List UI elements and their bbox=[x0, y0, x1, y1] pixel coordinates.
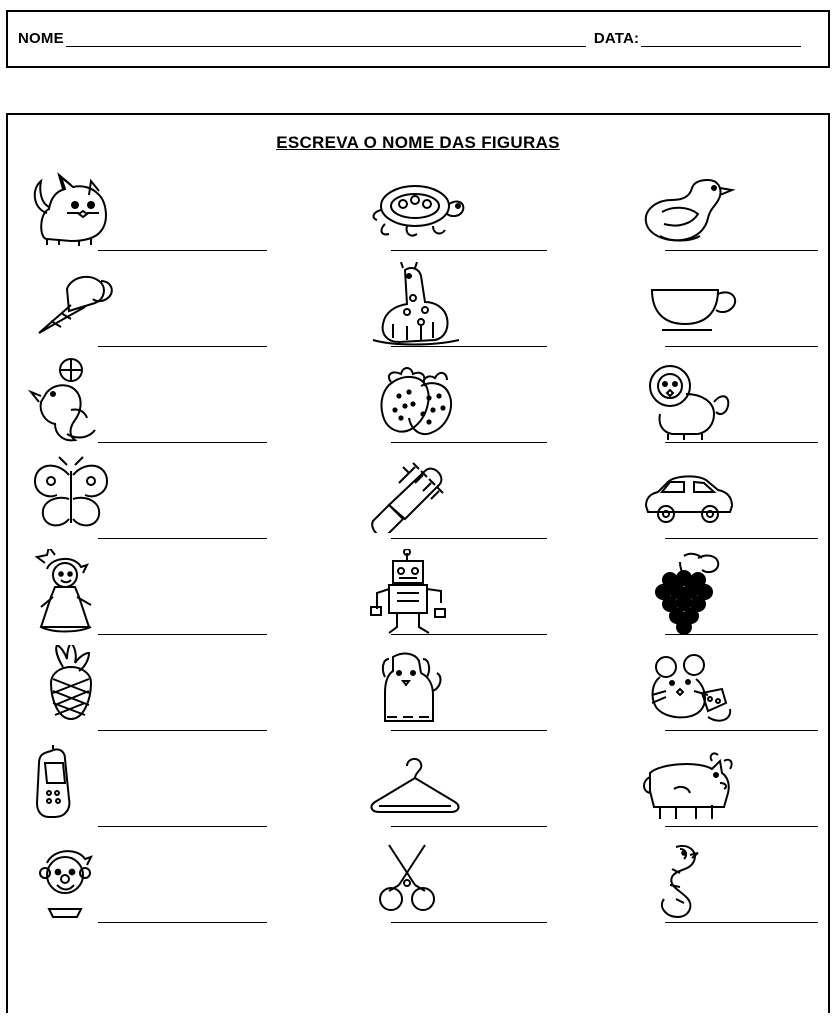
figure-cell bbox=[281, 743, 554, 839]
figure-cell bbox=[8, 167, 281, 263]
answer-line[interactable] bbox=[98, 634, 267, 635]
date-label: DATA: bbox=[593, 30, 640, 47]
figure-cell bbox=[281, 263, 554, 359]
answer-line[interactable] bbox=[665, 250, 818, 251]
snake-icon bbox=[636, 841, 746, 921]
answer-line[interactable] bbox=[665, 346, 818, 347]
answer-line[interactable] bbox=[391, 634, 546, 635]
figures-grid bbox=[8, 167, 828, 935]
answer-line[interactable] bbox=[391, 442, 546, 443]
student-info-row bbox=[18, 30, 818, 47]
figure-cell bbox=[8, 743, 281, 839]
figure-cell bbox=[8, 263, 281, 359]
figure-cell bbox=[555, 743, 828, 839]
answer-line[interactable] bbox=[98, 538, 267, 539]
figure-cell bbox=[281, 167, 554, 263]
cat-icon bbox=[24, 169, 134, 249]
answer-line[interactable] bbox=[98, 442, 267, 443]
cup-icon bbox=[636, 265, 746, 345]
answer-line[interactable] bbox=[665, 634, 818, 635]
dog-icon bbox=[363, 649, 473, 729]
lion-icon bbox=[636, 361, 746, 441]
cellphone-icon bbox=[24, 745, 134, 825]
clown-icon bbox=[24, 841, 134, 921]
figure-cell bbox=[281, 551, 554, 647]
figure-cell bbox=[281, 839, 554, 935]
answer-line[interactable] bbox=[665, 538, 818, 539]
answer-line[interactable] bbox=[391, 826, 546, 827]
answer-line[interactable] bbox=[391, 538, 546, 539]
figure-cell bbox=[281, 647, 554, 743]
answer-line[interactable] bbox=[391, 730, 546, 731]
robot-icon bbox=[363, 553, 473, 633]
worksheet-frame bbox=[6, 113, 830, 1013]
grapes-icon bbox=[636, 553, 746, 633]
answer-line[interactable] bbox=[665, 730, 818, 731]
student-info-box bbox=[6, 10, 830, 68]
pineapple-icon bbox=[24, 649, 134, 729]
figure-cell bbox=[8, 647, 281, 743]
answer-line[interactable] bbox=[391, 922, 546, 923]
figure-cell bbox=[555, 551, 828, 647]
answer-line[interactable] bbox=[98, 730, 267, 731]
car-icon bbox=[636, 457, 746, 537]
figure-cell bbox=[555, 647, 828, 743]
answer-line[interactable] bbox=[665, 826, 818, 827]
name-input-line[interactable] bbox=[66, 34, 586, 47]
answer-line[interactable] bbox=[98, 826, 267, 827]
figure-cell bbox=[555, 167, 828, 263]
scissors-icon bbox=[363, 841, 473, 921]
figure-cell bbox=[8, 359, 281, 455]
answer-line[interactable] bbox=[391, 250, 546, 251]
dolphin-icon bbox=[24, 361, 134, 441]
figure-cell bbox=[281, 359, 554, 455]
answer-line[interactable] bbox=[665, 442, 818, 443]
goose-icon bbox=[636, 169, 746, 249]
worksheet-title: ESCREVA O NOME DAS FIGURAS bbox=[276, 133, 560, 152]
figure-cell bbox=[281, 455, 554, 551]
ice-cream-icon bbox=[24, 265, 134, 345]
figure-cell bbox=[8, 551, 281, 647]
answer-line[interactable] bbox=[98, 250, 267, 251]
doll-icon bbox=[24, 553, 134, 633]
cow-icon bbox=[636, 745, 746, 825]
hairbrush-icon bbox=[363, 457, 473, 537]
answer-line[interactable] bbox=[391, 346, 546, 347]
answer-line[interactable] bbox=[98, 922, 267, 923]
mouse-icon bbox=[636, 649, 746, 729]
hanger-icon bbox=[363, 745, 473, 825]
figure-cell bbox=[555, 263, 828, 359]
turtle-icon bbox=[363, 169, 473, 249]
figure-cell bbox=[555, 455, 828, 551]
giraffe-icon bbox=[363, 265, 473, 345]
figure-cell bbox=[555, 359, 828, 455]
butterfly-icon bbox=[24, 457, 134, 537]
answer-line[interactable] bbox=[98, 346, 267, 347]
figure-cell bbox=[8, 455, 281, 551]
answer-line[interactable] bbox=[665, 922, 818, 923]
figure-cell bbox=[8, 839, 281, 935]
date-input-line[interactable] bbox=[641, 34, 801, 47]
figure-cell bbox=[555, 839, 828, 935]
name-label: NOME bbox=[18, 30, 64, 47]
strawberry-icon bbox=[363, 361, 473, 441]
